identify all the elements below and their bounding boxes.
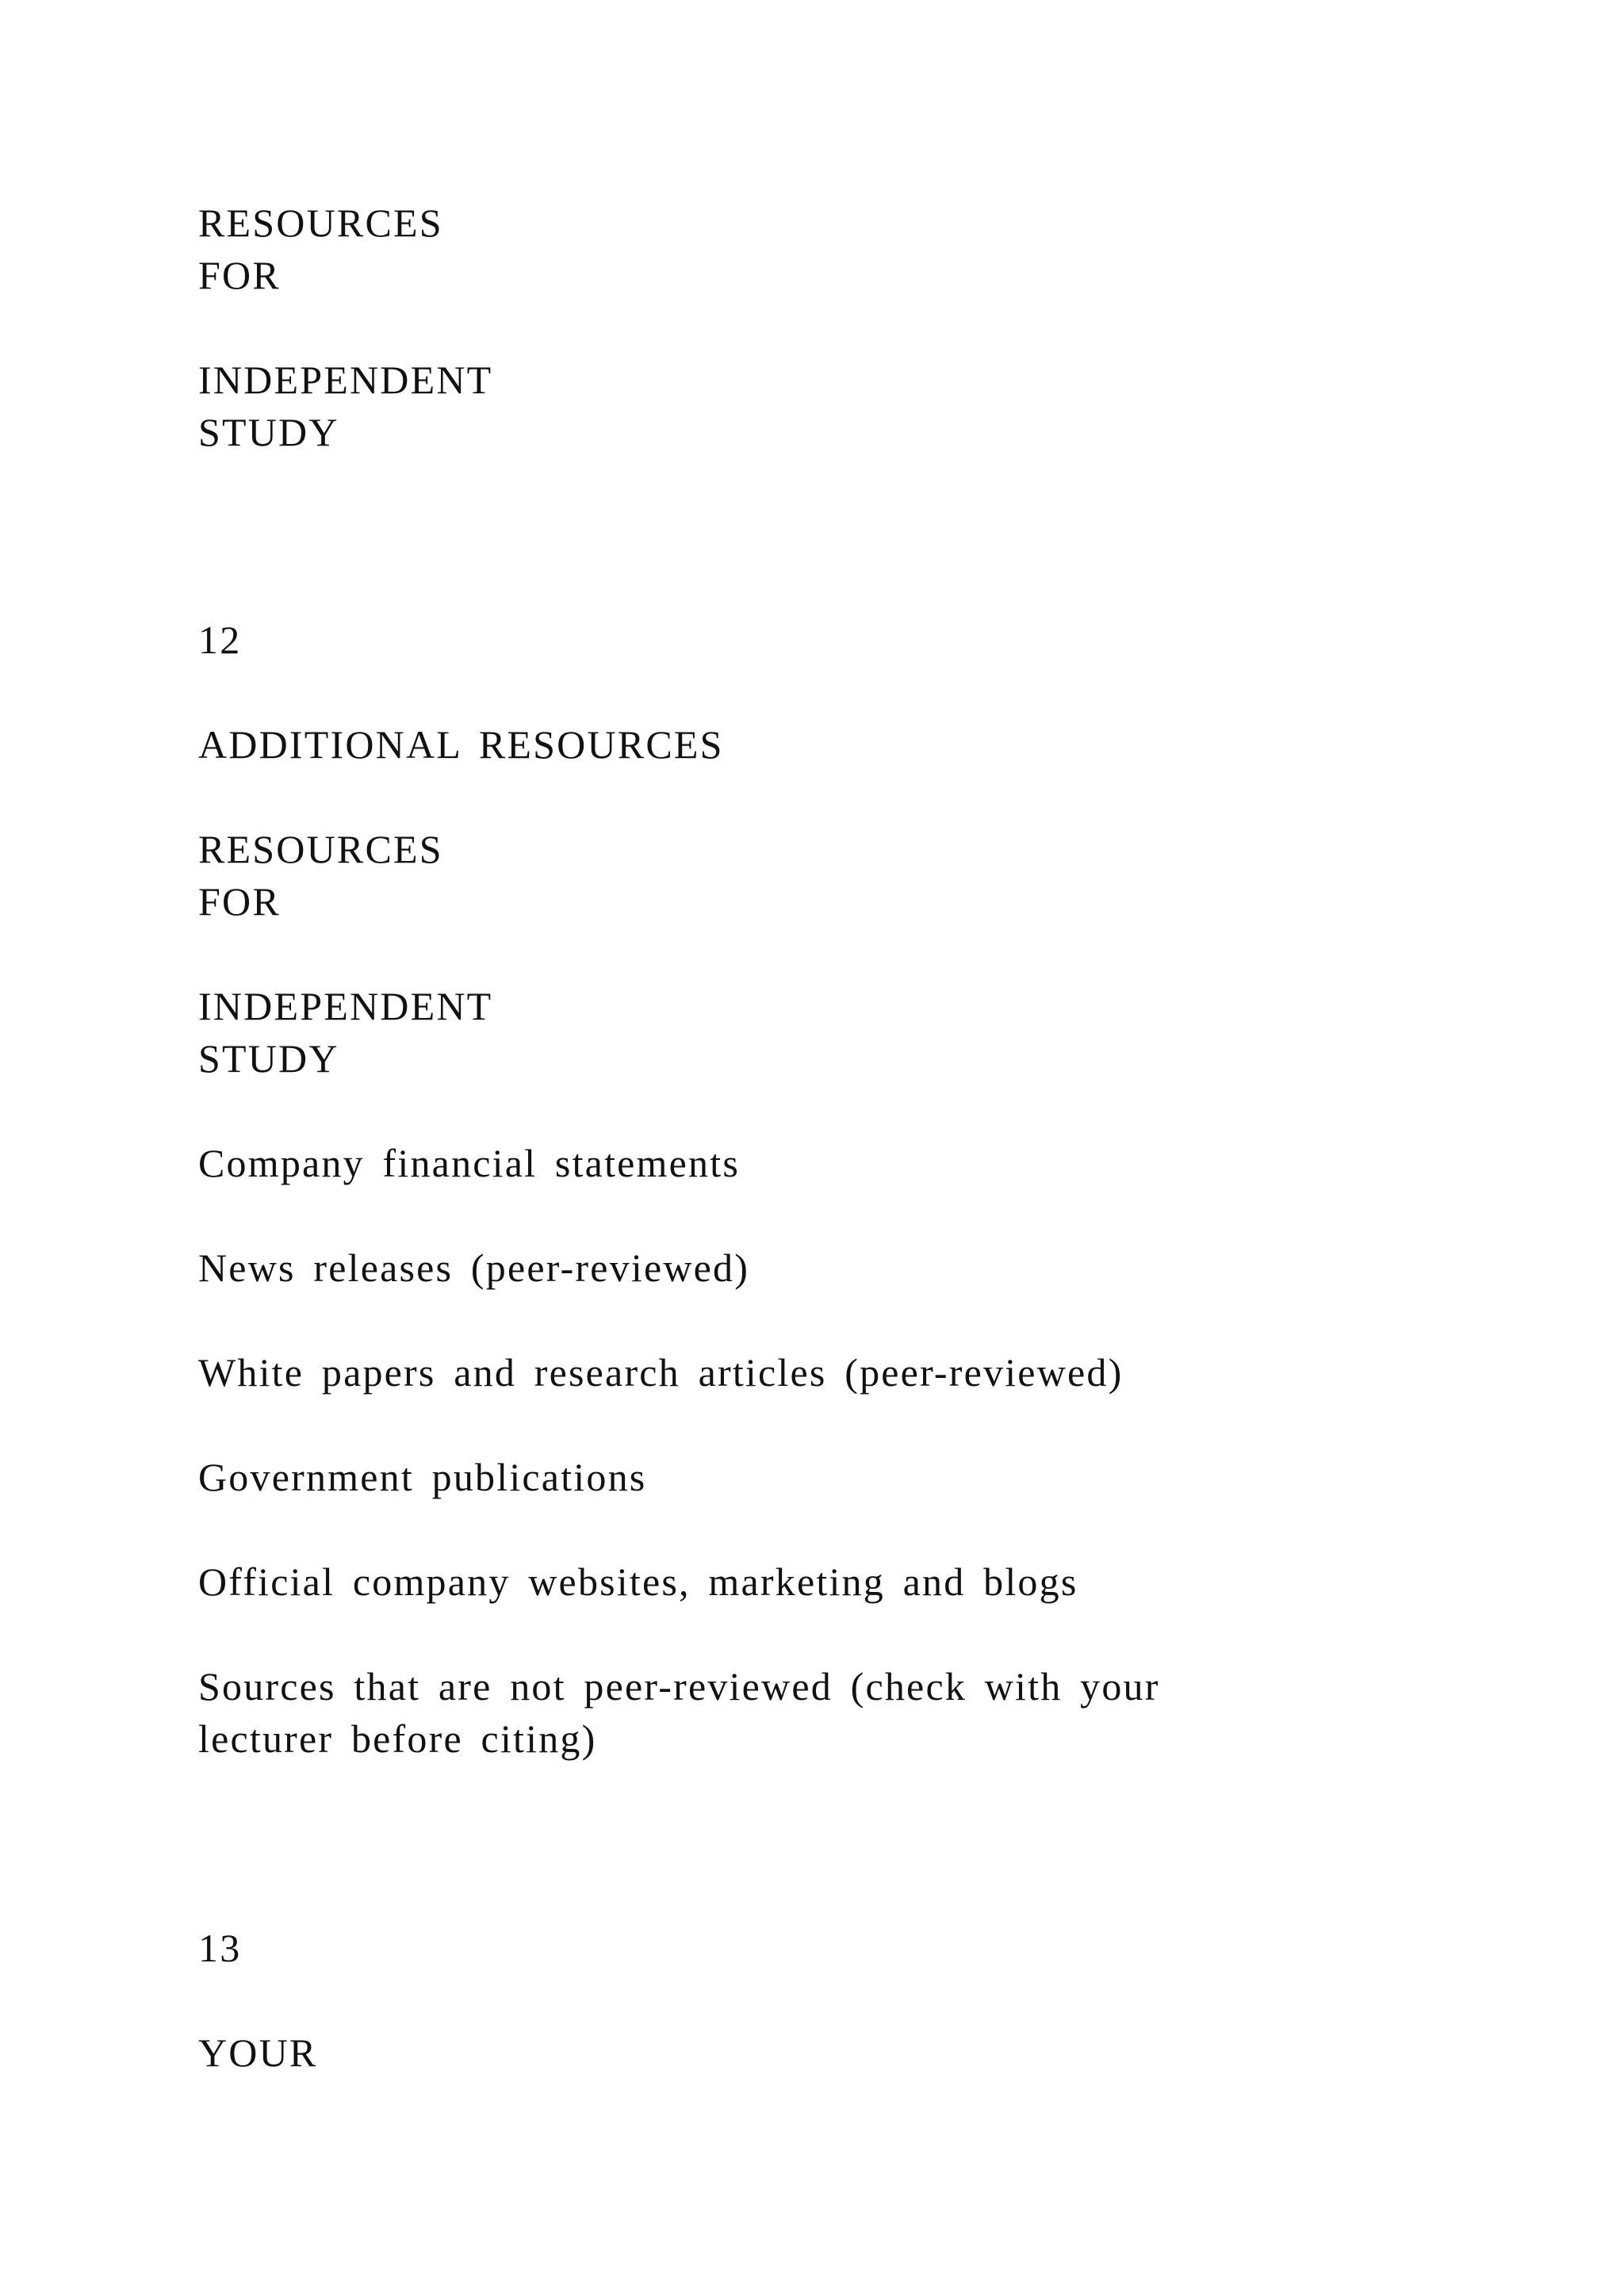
section-title-line: INDEPENDENT xyxy=(198,984,493,1028)
resource-list-item: Company financial statements xyxy=(198,1141,740,1185)
section-title-line: RESOURCES xyxy=(198,201,443,245)
section-title-line: STUDY xyxy=(198,410,339,454)
page-number: 12 xyxy=(198,618,242,662)
section-title-line: RESOURCES xyxy=(198,827,443,871)
resource-list-item: Government publications xyxy=(198,1455,647,1499)
page-number: 13 xyxy=(198,1926,242,1970)
section-title-line: FOR xyxy=(198,253,281,297)
section-title-line: INDEPENDENT xyxy=(198,358,493,402)
section-heading: ADDITIONAL RESOURCES xyxy=(198,722,724,767)
resource-list-item: White papers and research articles (peer-reviewed) xyxy=(198,1350,1124,1395)
resource-list-item-continuation: lecturer before citing) xyxy=(198,1716,597,1761)
section-heading: YOUR xyxy=(198,2030,318,2075)
resource-list-item: Official company websites, marketing and blogs xyxy=(198,1559,1078,1604)
section-title-line: FOR xyxy=(198,879,281,924)
resource-list-item: Sources that are not peer-reviewed (check with your xyxy=(198,1664,1160,1709)
section-title-line: STUDY xyxy=(198,1036,339,1081)
resource-list-item: News releases (peer-reviewed) xyxy=(198,1246,750,1290)
